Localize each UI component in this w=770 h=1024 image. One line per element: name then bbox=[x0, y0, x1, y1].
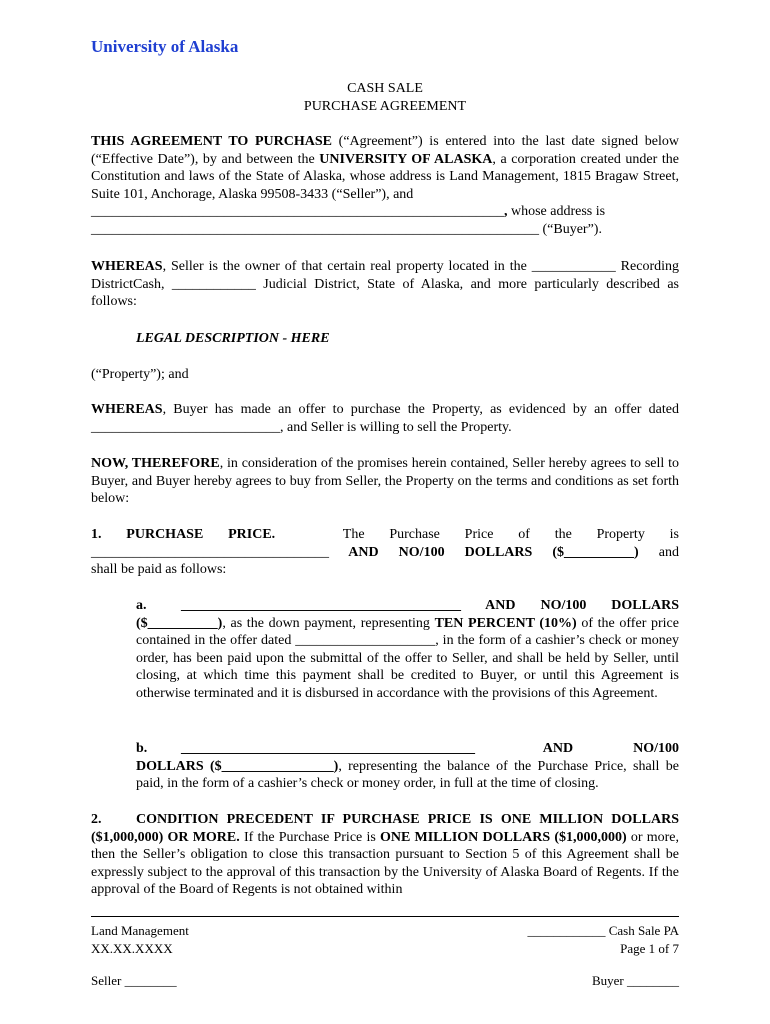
footer-left bbox=[91, 922, 189, 957]
whereas-1-text: , Seller is the owner of that certain real property located in the ____________ Recording DistrictCash, ____________ Judicial District, State of Alaska, and more particularly described as follows: bbox=[91, 259, 679, 309]
section-1-word: the bbox=[554, 527, 572, 542]
section-1-word: of bbox=[518, 527, 530, 542]
whereas-paragraph-1 bbox=[91, 258, 679, 311]
footer-doc-blank: ____________ bbox=[527, 923, 606, 938]
section-1a-percent: TEN PERCENT (10%) bbox=[434, 615, 577, 631]
section-1-purchase-price bbox=[91, 526, 679, 579]
property-label: (“Property”); and bbox=[91, 367, 189, 382]
section-1b-blank: __________________________________________ bbox=[181, 741, 475, 756]
section-2-heading: CONDITION PRECEDENT IF PURCHASE PRICE IS ONE MILLION DOLLARS ($1,000,000) OR MORE. bbox=[91, 812, 679, 845]
footer-department: Land Management bbox=[91, 923, 189, 938]
section-1a-down-payment bbox=[136, 597, 679, 702]
buyer-name-comma: , bbox=[504, 204, 508, 219]
header-organization: University of Alaska bbox=[91, 37, 239, 56]
section-2-text-1: If the Purchase Price is bbox=[239, 829, 380, 845]
whereas-paragraph-2 bbox=[91, 401, 679, 436]
therefore-paragraph bbox=[91, 455, 679, 508]
section-2-number: 2. bbox=[91, 812, 102, 827]
seller-initials: Seller ________ bbox=[91, 973, 177, 988]
section-1b-balance bbox=[136, 740, 679, 793]
section-1a-text-1: , as the down payment, representing bbox=[222, 615, 435, 631]
buyer-address-blank: ________________________________________________________________ (“Buyer”). bbox=[91, 221, 602, 237]
whereas-2-text: , Buyer has made an offer to purchase the Property, as evidenced by an offer dated ___________________________, and Seller is willing to sell the Property. bbox=[91, 402, 679, 435]
footer-date-code: XX.XX.XXXX bbox=[91, 940, 173, 956]
intro-lead: THIS AGREEMENT TO PURCHASE bbox=[91, 134, 332, 149]
seller-party-name: UNIVERSITY OF ALASKA bbox=[319, 151, 493, 167]
footer-page-number: Page 1 of 7 bbox=[620, 940, 679, 956]
legal-description-text: LEGAL DESCRIPTION - HERE bbox=[136, 331, 330, 346]
footer-doc-name bbox=[527, 922, 679, 940]
intro-text-2: , a corporation created under the Constitution and laws of the State of Alaska, whose address is Land Management, 1815 Bragaw Street, Suite 101, Anchorage, Alaska 99508-3433 (“Seller”), and bbox=[91, 151, 679, 202]
intro-paragraph bbox=[91, 133, 679, 238]
section-1-word: Price bbox=[464, 527, 494, 542]
section-1-word: The bbox=[342, 527, 365, 542]
section-1-word: is bbox=[669, 527, 679, 542]
whereas-2-lead: WHEREAS bbox=[91, 402, 163, 417]
section-1-amount-line bbox=[91, 544, 679, 562]
footer-right bbox=[527, 922, 679, 957]
section-1-amount-blank: __________________________________ bbox=[91, 544, 329, 560]
section-1b-no100: NO/100 bbox=[633, 741, 679, 756]
section-1-number: 1. bbox=[91, 527, 102, 542]
section-1a-text-2: of the offer price contained in the offer dated ____________________, in the form of a cashier’s check or money order, has been paid upon the submittal of the offer to Seller, and shall be held by Seller, until closing, at which time this payment shall be credited to Buyer, or until this Agreement is otherwise terminated and it is disbursed in accordance with the provisions of this Agreement. bbox=[136, 615, 679, 701]
legal-description bbox=[136, 330, 679, 348]
therefore-lead: NOW, THEREFORE bbox=[91, 456, 220, 471]
section-1-paid-as-follows: shall be paid as follows: bbox=[91, 562, 227, 577]
buyer-name-line bbox=[91, 203, 679, 221]
intro-text-1: (“Agreement”) is entered into the last date signed below (“Effective Date”), by and between the bbox=[91, 134, 680, 167]
whereas-1-lead: WHEREAS bbox=[91, 259, 163, 274]
section-1-and: and bbox=[638, 544, 679, 560]
section-1-heading-b: PRICE. bbox=[228, 527, 276, 542]
section-1b-and: AND bbox=[542, 741, 574, 756]
buyer-address-label: whose address is bbox=[507, 204, 606, 219]
footer-doc-title: Cash Sale PA bbox=[605, 923, 679, 938]
section-2-condition-precedent bbox=[91, 811, 679, 899]
section-1-heading-a: PURCHASE bbox=[126, 527, 204, 542]
buyer-name-blank: ___________________________________________________________ bbox=[91, 204, 504, 219]
section-1b-heading-line bbox=[136, 740, 679, 758]
section-1-word: Property bbox=[596, 527, 645, 542]
section-1-amount-bold: AND NO/100 DOLLARS ($__________) bbox=[329, 544, 639, 560]
section-1b-text: , representing the balance of the Purchase Price, shall be paid, in the form of a cashier’s check or money order, in full at the time of closing. bbox=[136, 758, 679, 791]
therefore-text: , in consideration of the promises herein contained, Seller hereby agrees to sell to Buyer, and Buyer hereby agrees to buy from Seller, the Property on the terms and conditions as set forth below: bbox=[91, 456, 679, 506]
section-1b-label: b. bbox=[136, 741, 148, 756]
document-title bbox=[91, 80, 679, 115]
section-1b-dollars: DOLLARS ($________________) bbox=[136, 758, 339, 774]
section-1-heading-line bbox=[91, 526, 679, 544]
section-1a-amount: ________________________________________ AND NO/100 DOLLARS ($__________) bbox=[136, 598, 679, 631]
footer-divider bbox=[91, 916, 679, 917]
title-line-1: CASH SALE bbox=[347, 81, 423, 96]
buyer-initials: Buyer ________ bbox=[591, 973, 679, 988]
section-1a-label: a. bbox=[136, 598, 147, 613]
section-1-word: Purchase bbox=[389, 527, 440, 542]
section-2-text-2: or more, then the Seller’s obligation to close this transaction pursuant to Section 5 of this Agreement shall be expressly subject to the approval of this transaction by the University of Alaska Board of Regents. If the approval of the Board of Regents is not obtained within bbox=[91, 829, 679, 897]
section-2-amount: ONE MILLION DOLLARS ($1,000,000) bbox=[379, 829, 627, 845]
title-line-2: PURCHASE AGREEMENT bbox=[303, 98, 467, 114]
